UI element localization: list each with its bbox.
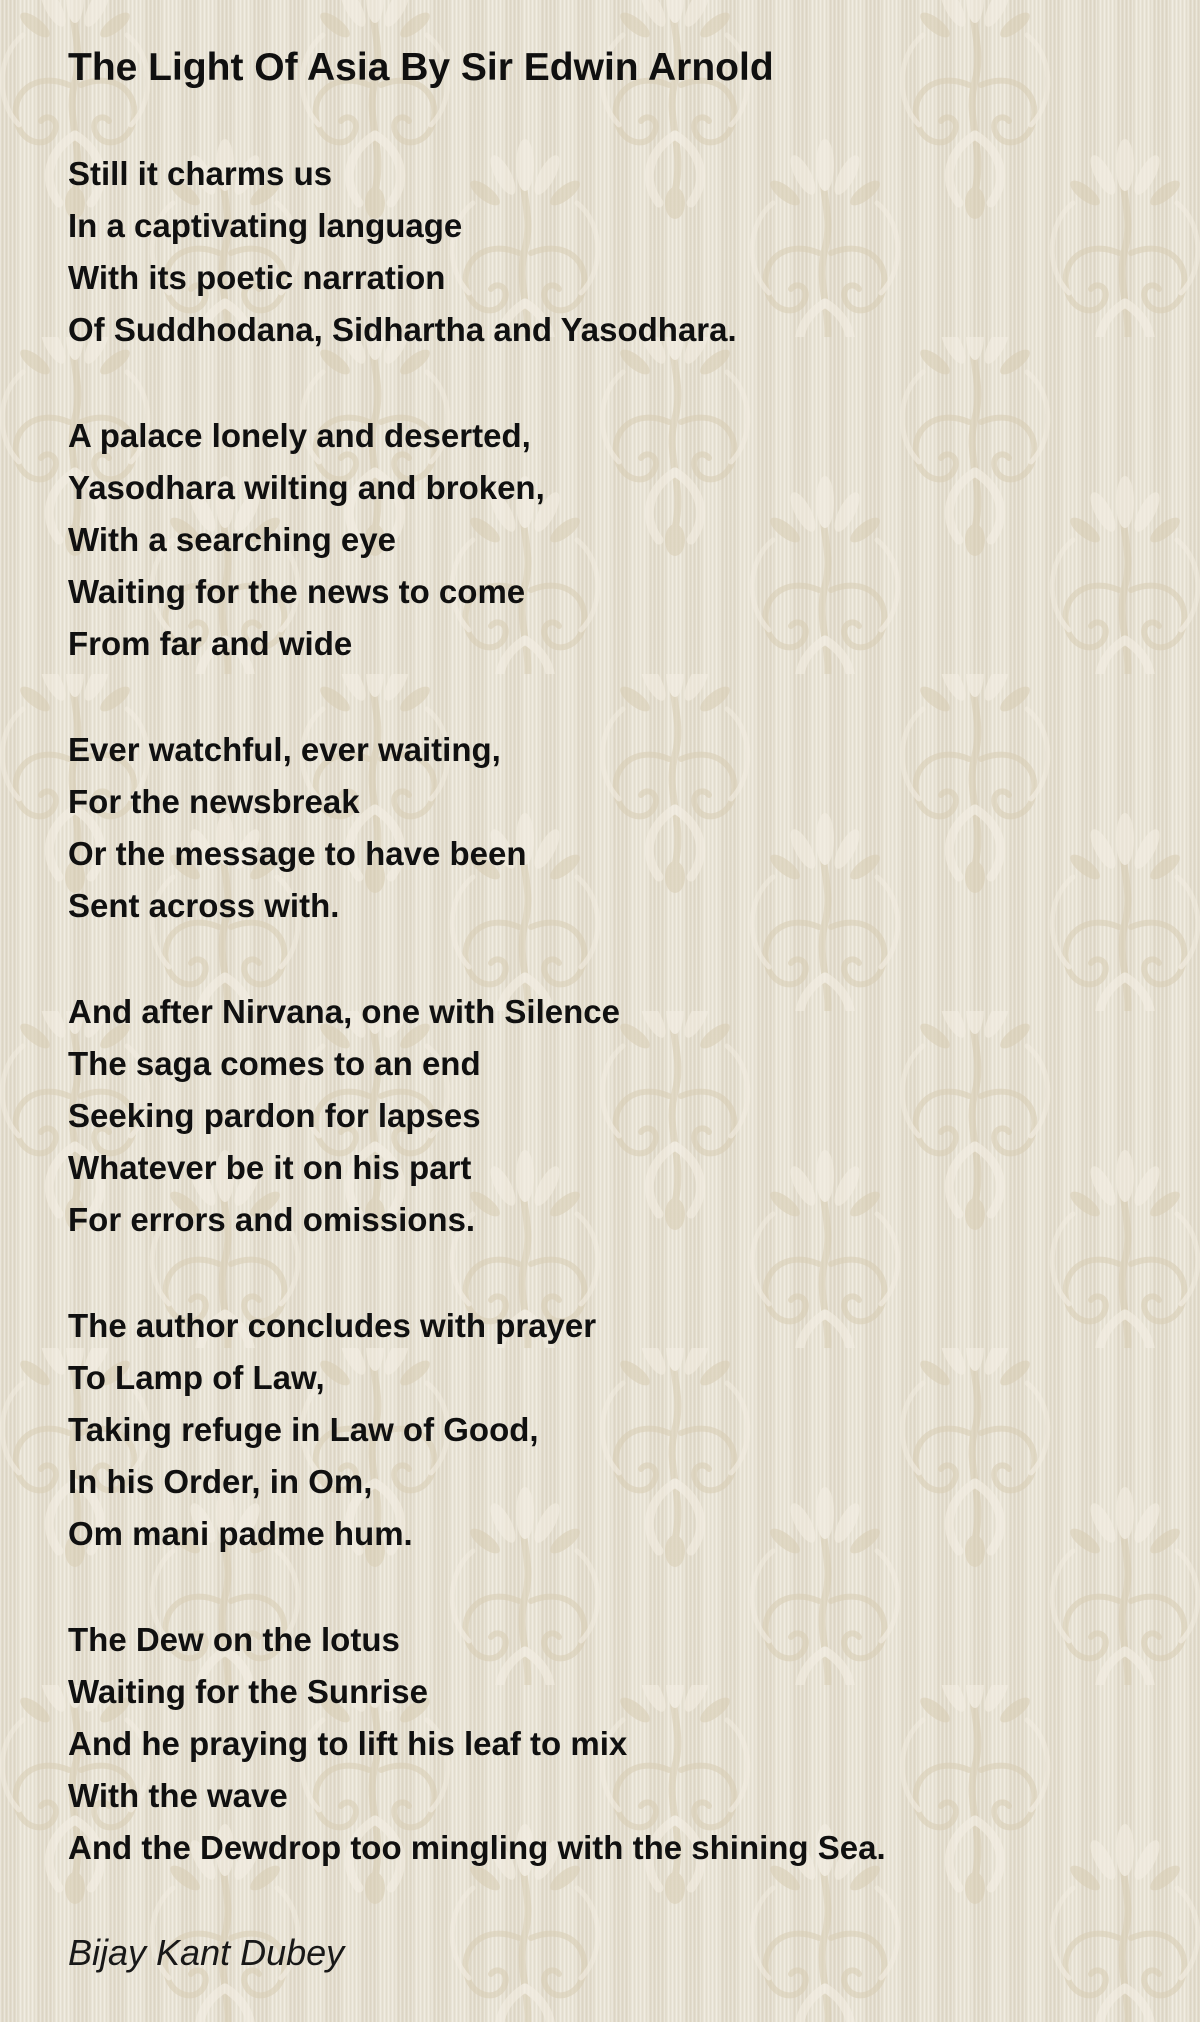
- poem-line: To Lamp of Law,: [68, 1359, 325, 1396]
- poem-line: Waiting for the news to come: [68, 573, 526, 610]
- poem-line: With its poetic narration: [68, 259, 446, 296]
- poem-line: Om mani padme hum.: [68, 1515, 413, 1552]
- poem-line: With the wave: [68, 1777, 288, 1814]
- stanza-1: [68, 148, 1148, 356]
- poem-line: A palace lonely and deserted,: [68, 417, 531, 454]
- poem-line: Waiting for the Sunrise: [68, 1673, 428, 1710]
- stanza-4: [68, 986, 1148, 1246]
- poem-line: And the Dewdrop too mingling with the shining Sea.: [68, 1829, 886, 1866]
- poem-line: With a searching eye: [68, 521, 396, 558]
- poem-line: In a captivating language: [68, 207, 463, 244]
- poem-title: The Light Of Asia By Sir Edwin Arnold: [68, 46, 774, 89]
- poem-line: Or the message to have been: [68, 835, 527, 872]
- poem-line: Whatever be it on his part: [68, 1149, 472, 1186]
- poem-line: And he praying to lift his leaf to mix: [68, 1725, 628, 1762]
- poem-line: Yasodhara wilting and broken,: [68, 469, 545, 506]
- poem-line: Taking refuge in Law of Good,: [68, 1411, 539, 1448]
- poem-line: Ever watchful, ever waiting,: [68, 731, 501, 768]
- stanza-3: [68, 724, 1148, 932]
- poem-line: The author concludes with prayer: [68, 1307, 597, 1344]
- poem-line: Of Suddhodana, Sidhartha and Yasodhara.: [68, 311, 737, 348]
- poem-line: Seeking pardon for lapses: [68, 1097, 481, 1134]
- poem-author: Bijay Kant Dubey: [68, 1932, 345, 1973]
- poem-line: From far and wide: [68, 625, 353, 662]
- stanza-6: [68, 1614, 1148, 1874]
- poem-line: Sent across with.: [68, 887, 340, 924]
- poem-line: And after Nirvana, one with Silence: [68, 993, 620, 1030]
- poem-line: The Dew on the lotus: [68, 1621, 400, 1658]
- stanza-2: [68, 410, 1148, 670]
- poem-line: Still it charms us: [68, 155, 333, 192]
- stanza-5: [68, 1300, 1148, 1560]
- poem-line: The saga comes to an end: [68, 1045, 481, 1082]
- poem-line: For errors and omissions.: [68, 1201, 476, 1238]
- poem-content: [68, 44, 1148, 1978]
- poem-line: In his Order, in Om,: [68, 1463, 373, 1500]
- poem-line: For the newsbreak: [68, 783, 360, 820]
